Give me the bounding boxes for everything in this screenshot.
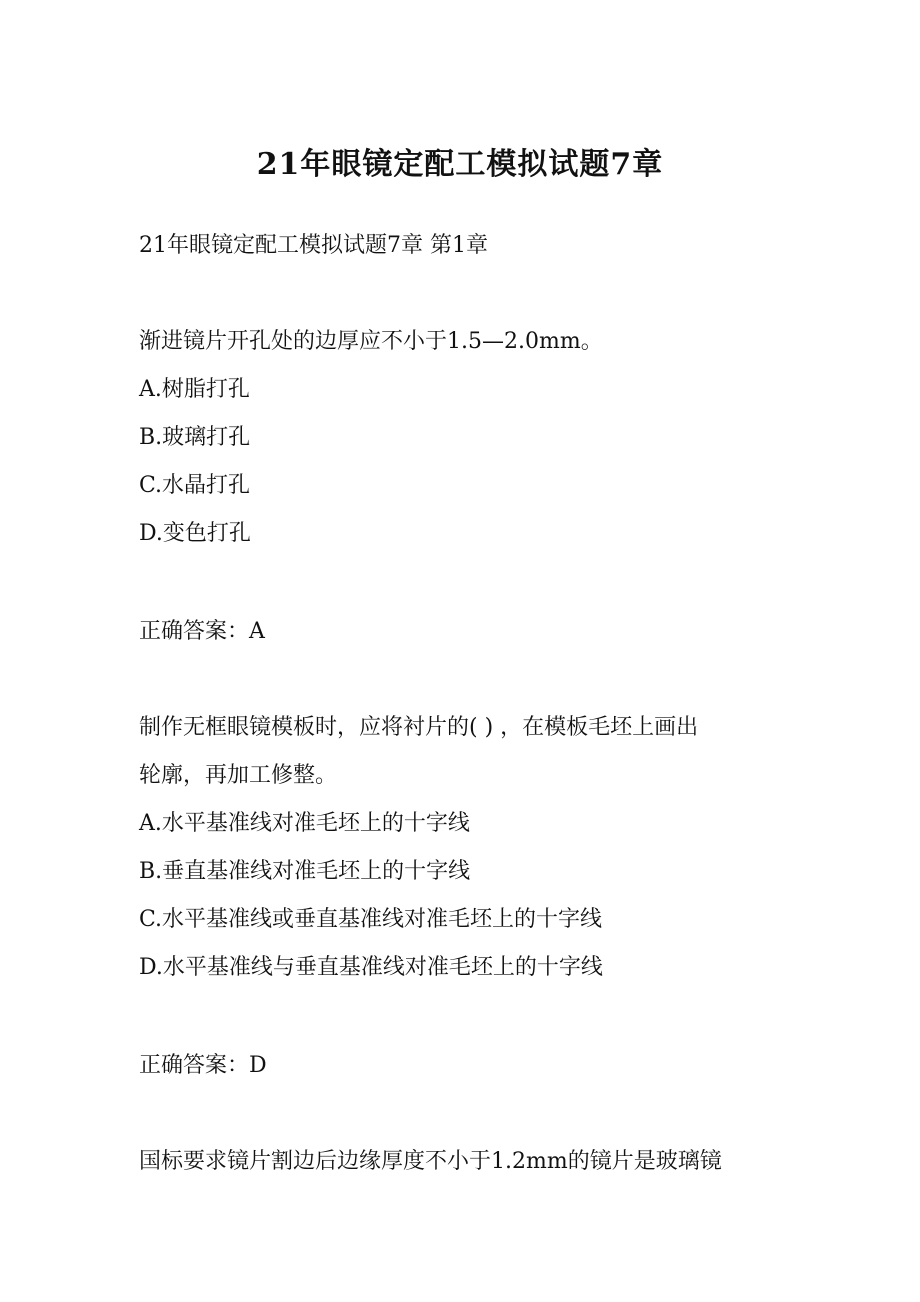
question-2-stem-line-1: 制作无框眼镜模板时，应将衬片的( ) ，在模板毛坯上画出: [139, 715, 699, 740]
document-title: 21年眼镜定配工模拟试题7章: [256, 147, 664, 182]
question-1-option-b: B.玻璃打孔: [139, 425, 251, 450]
question-2-stem-line-2: 轮廓，再加工修整。: [139, 763, 338, 788]
question-1-option-d: D.变色打孔: [139, 521, 251, 546]
question-1-option-a: A.树脂打孔: [139, 377, 250, 402]
question-2-option-b: B.垂直基准线对准毛坯上的十字线: [139, 859, 471, 884]
question-2-option-c: C.水平基准线或垂直基准线对准毛坯上的十字线: [139, 907, 603, 932]
question-2-option-a: A.水平基准线对准毛坯上的十字线: [139, 811, 470, 836]
question-1-option-c: C.水晶打孔: [139, 473, 251, 498]
document-subtitle: 21年眼镜定配工模拟试题7章 第1章: [139, 233, 488, 258]
question-2-option-d: D.水平基准线与垂直基准线对准毛坯上的十字线: [139, 955, 603, 980]
question-3-stem: 国标要求镜片割边后边缘厚度不小于1.2mm的镜片是玻璃镜: [139, 1149, 722, 1174]
question-1-answer: 正确答案：A: [139, 619, 265, 644]
question-2-answer: 正确答案：D: [139, 1053, 267, 1078]
question-1-stem: 渐进镜片开孔处的边厚应不小于1.5—2.0mm。: [139, 329, 603, 354]
